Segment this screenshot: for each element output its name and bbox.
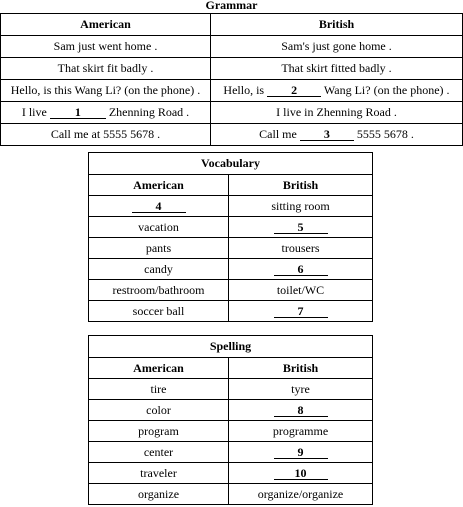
vocabulary-cell-american: pants bbox=[89, 238, 229, 259]
grammar-cell-british: That skirt fitted badly . bbox=[211, 58, 463, 80]
spelling-cell-american: traveler bbox=[89, 463, 229, 484]
answer-blank-2: 2 bbox=[267, 84, 321, 97]
vocabulary-cell-american: restroom/bathroom bbox=[89, 280, 229, 301]
spelling-header-british: British bbox=[229, 358, 373, 379]
vocabulary-cell-american: candy bbox=[89, 259, 229, 280]
grammar-cell-british bbox=[211, 124, 463, 146]
grammar-cell-american bbox=[1, 102, 211, 124]
vocabulary-cell-british bbox=[229, 301, 373, 322]
grammar-cell-american: Hello, is this Wang Li? (on the phone) . bbox=[1, 80, 211, 102]
spelling-cell-british bbox=[229, 442, 373, 463]
vocabulary-cell-british bbox=[229, 259, 373, 280]
spelling-cell-british: programme bbox=[229, 421, 373, 442]
vocabulary-header-british: British bbox=[229, 175, 373, 196]
grammar-cell-british: I live in Zhenning Road . bbox=[211, 102, 463, 124]
spelling-table bbox=[88, 335, 373, 505]
grammar-text: 5555 5678 . bbox=[356, 127, 414, 141]
spelling-cell-american: program bbox=[89, 421, 229, 442]
grammar-header-american: American bbox=[1, 14, 211, 36]
vocabulary-title: Vocabulary bbox=[89, 153, 373, 175]
spelling-cell-american: tire bbox=[89, 379, 229, 400]
spelling-cell-american: color bbox=[89, 400, 229, 421]
grammar-title: Grammar bbox=[205, 0, 258, 12]
grammar-cell-british bbox=[211, 80, 463, 102]
answer-blank-4: 4 bbox=[132, 200, 186, 213]
grammar-cell-british: Sam's just gone home . bbox=[211, 36, 463, 58]
answer-blank-1: 1 bbox=[50, 106, 106, 119]
grammar-text: Call me bbox=[259, 127, 297, 141]
grammar-text: Wang Li? (on the phone) . bbox=[323, 83, 450, 97]
vocabulary-cell-american: soccer ball bbox=[89, 301, 229, 322]
vocabulary-cell-british: trousers bbox=[229, 238, 373, 259]
answer-blank-5: 5 bbox=[274, 221, 328, 234]
spelling-cell-american: organize bbox=[89, 484, 229, 505]
grammar-text: Hello, is bbox=[223, 83, 265, 97]
spelling-title: Spelling bbox=[89, 336, 373, 358]
grammar-cell-american: Sam just went home . bbox=[1, 36, 211, 58]
spelling-cell-british: organize/organize bbox=[229, 484, 373, 505]
spelling-cell-british bbox=[229, 463, 373, 484]
vocabulary-cell-british: toilet/WC bbox=[229, 280, 373, 301]
spelling-header-american: American bbox=[89, 358, 229, 379]
grammar-text: I live bbox=[21, 105, 47, 119]
grammar-header-british: British bbox=[211, 14, 463, 36]
vocabulary-cell-american bbox=[89, 196, 229, 217]
vocabulary-header-american: American bbox=[89, 175, 229, 196]
vocabulary-cell-british: sitting room bbox=[229, 196, 373, 217]
grammar-cell-american: That skirt fit badly . bbox=[1, 58, 211, 80]
spelling-cell-british: tyre bbox=[229, 379, 373, 400]
answer-blank-9: 9 bbox=[274, 446, 328, 459]
vocabulary-cell-british bbox=[229, 217, 373, 238]
answer-blank-3: 3 bbox=[300, 128, 354, 141]
answer-blank-6: 6 bbox=[274, 263, 328, 276]
grammar-text: Zhenning Road . bbox=[108, 105, 190, 119]
answer-blank-8: 8 bbox=[274, 404, 328, 417]
grammar-table bbox=[0, 13, 463, 146]
answer-blank-10: 10 bbox=[274, 467, 328, 480]
answer-blank-7: 7 bbox=[274, 305, 328, 318]
vocabulary-cell-american: vacation bbox=[89, 217, 229, 238]
spelling-cell-american: center bbox=[89, 442, 229, 463]
spelling-cell-british bbox=[229, 400, 373, 421]
grammar-cell-american: Call me at 5555 5678 . bbox=[1, 124, 211, 146]
vocabulary-table bbox=[88, 152, 373, 322]
